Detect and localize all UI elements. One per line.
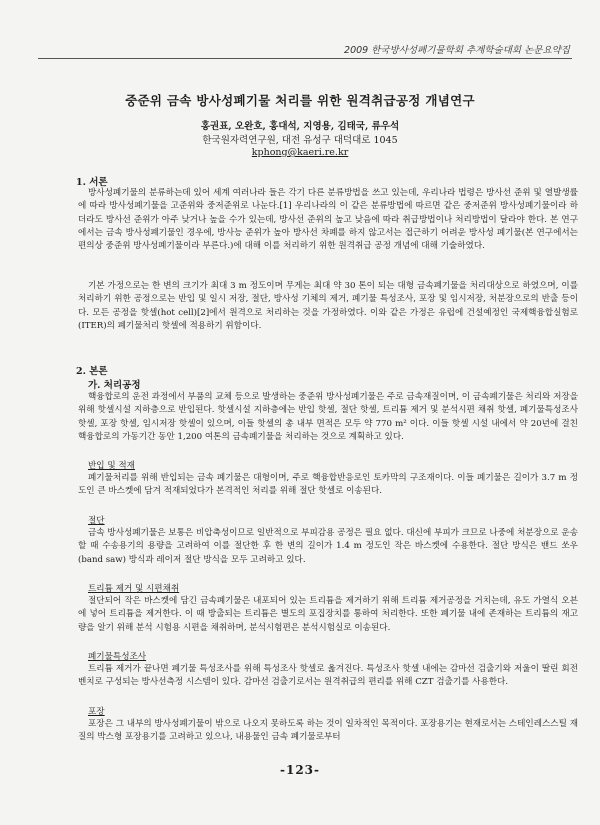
page-number: -123-	[279, 763, 320, 777]
item-heading-cutting: 절단	[88, 516, 105, 526]
cutting-paragraph: 금속 방사성폐기물은 보통은 비압축성이므로 일반적으로 부피감용 공정은 필요 없다. 대신에 부피가 크므로 나중에 처분장으로 운송할 때 수송용기의 용량을 고려하여 이를 절단한 후 한 변의 길이가 1.4 m 정도인 작은 바스켓에 수용한다. 절단 방식은 밴드 쏘우(band saw) 방식과 레이저 절단 방식을 모두 고려하고 있다.	[78, 528, 578, 565]
paper-title: 중준위 금속 방사성폐기물 처리를 위한 원격취급공정 개념연구	[125, 93, 475, 108]
contact-email: kphong@kaeri.re.kr	[251, 147, 349, 158]
author-list: 홍권표, 오완호, 홍대석, 지영용, 김태국, 류우석	[200, 121, 400, 132]
item-heading-characterization: 폐기물특성조사	[88, 652, 147, 662]
loading-paragraph: 폐기물처리를 위해 반입되는 금속 폐기물은 대형이며, 주로 핵융합반응로인 토카막의 구조재이다. 이들 폐기물은 길이가 3.7 m 정도인 큰 바스켓에 담겨 적재되었다가 본격적인 처리를 위해 절단 핫셀로 이송된다.	[78, 473, 578, 497]
item-heading-tritium: 트리튬 제거 및 시편채취	[88, 584, 180, 594]
tritium-paragraph: 절단되어 작은 바스켓에 담긴 금속폐기물은 내포되어 있는 트리튬을 제거하기 위해 트리튬 제거공정을 거치는데, 유도 가열식 오븐에 넣어 트리튬을 제거한다. 이 때 방출되는 트리튬은 별도의 포집장치를 통하여 처리한다. 또한 폐기물 내에 존재하는 트리튬의 재고량을 알기 위해 분석 시험용 시편을 채취하며, 분석시험편은 분석시험실로 이송된다.	[78, 596, 578, 633]
section-heading-main: 2. 본론	[76, 366, 108, 377]
header-rule	[38, 58, 572, 59]
process-paragraph: 핵융합로의 운전 과정에서 부품의 교체 등으로 발생하는 중준위 방사성폐기물은 주로 금속재질이며, 이 금속폐기물은 처리와 저장을 위해 핫셀시설 지하층으로 반입된다. 핫셀시설 지하층에는 반입 핫셀, 절단 핫셀, 트리튬 제거 및 분석시편 채취 핫셀, 폐기물특성조사 핫셀, 포장 핫셀, 임시저장 핫셀이 있으며, 이들 핫셀의 총 내부 면적은 모두 약 770 m² 이다. 이들 핫셀 시설 내에서 약 20년에 걸친 핵융합로의 가동기간 동안 1,200 여톤의 금속폐기물을 처리하는 것으로 계획하고 있다.	[78, 392, 578, 442]
packaging-paragraph: 포장은 그 내부의 방사성폐기물이 밖으로 나오지 못하도록 하는 것이 일차적인 목적이다. 포장용기는 현재로서는 스테인레스스틸 재질의 박스형 포장용기를 고려하고 있으나, 내용물인 금속 폐기물로부터	[78, 719, 578, 743]
subsection-heading-process: 가. 처리공정	[88, 380, 141, 391]
characterization-paragraph: 트리튬 제거가 끝나면 폐기물 특성조사를 위해 특성조사 핫셀로 옮겨진다. 특성조사 핫셀 내에는 감마선 검출기와 저울이 딸린 회전벤치로 구성되는 방사선측정 시스템이 있다. 감마선 검출기로서는 원격취급의 편리를 위해 CZT 검출기를 사용한다.	[78, 664, 578, 688]
section-heading-introduction: 1. 서론	[76, 177, 108, 188]
intro-paragraph-1: 방사성폐기물의 분류하는데 있어 세계 여러나라 들은 각기 다른 분류방법을 쓰고 있는데, 우리나라 법령은 방사선 준위 및 열발생률에 따라 방사성폐기물을 고준위와 중저준위로 나눈다.[1] 우리나라의 이 같은 분류방법에 따르면 같은 중저준위 방사성폐기물이라 하더라도 방사선 준위가 아주 낮거나 높을 수가 있는데, 방사선 준위의 높고 낮음에 따라 취급방법이나 처리방법이 달라야 한다. 본 연구에서는 금속 방사성폐기물인 경우에, 방사능 준위가 높아 방사선 차폐를 하지 않고서는 접근하기 어려운 방사성 폐기물(본 연구에서는 편의상 중준위 방사성폐기물이라 부른다.)에 대해 이를 처리하기 위한 원격취급 공정 개념에 대해 기술하였다.	[78, 188, 578, 252]
item-heading-loading: 반입 및 적재	[88, 461, 135, 471]
intro-paragraph-2: 기본 가정으로는 한 변의 크기가 최대 3 m 정도이며 무게는 최대 약 30 톤이 되는 대형 금속폐기물을 처리대상으로 하였으며, 이를 처리하기 위한 공정으로는 반입 및 일시 저장, 절단, 방사성 기체의 제거, 폐기물 특성조사, 포장 및 임시저장, 처분장으로의 반출 등이다. 모든 공정을 핫셀(hot cell)[2]에서 원격으로 처리하는 것을 가정하였다. 이와 같은 가정은 유럽에 건설예정인 국제핵융합실험로(ITER)의 폐기물처리 핫셀에 적용하기 위함이다.	[78, 281, 578, 331]
affiliation: 한국원자력연구원, 대전 유성구 대덕대로 1045	[202, 135, 398, 146]
item-heading-packaging: 포장	[88, 707, 105, 717]
running-head: 2009 한국방사성폐기물학회 추계학술대회 논문요약집	[344, 45, 570, 56]
